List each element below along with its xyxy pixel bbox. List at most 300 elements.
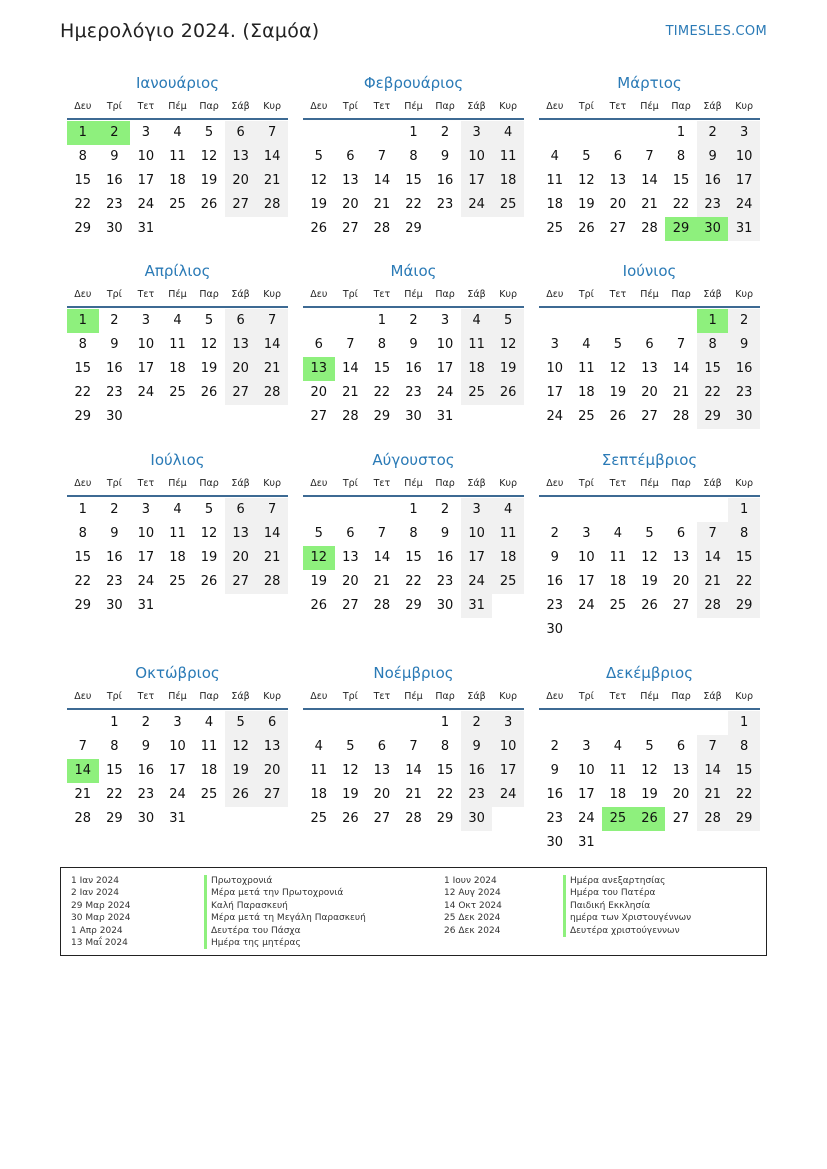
- holiday-date: 2 Ιαν 2024: [71, 888, 119, 899]
- day-cell: 22: [436, 787, 454, 802]
- day-cell: 9: [409, 337, 418, 352]
- day-cell: 27: [342, 598, 359, 613]
- day-cell: 8: [676, 149, 686, 164]
- month-name: Απρίλιος: [144, 262, 211, 280]
- day-cell: 18: [546, 197, 564, 212]
- day-cell: 26: [200, 574, 218, 589]
- month-block: [539, 70, 760, 241]
- empty-cell: [539, 498, 571, 522]
- day-cell: 6: [225, 309, 257, 333]
- day-cell: 2: [440, 502, 450, 517]
- day-cell: 2: [550, 739, 559, 754]
- day-cell: 15: [728, 759, 760, 783]
- day-cell: 1: [728, 498, 760, 522]
- day-cell: 19: [641, 787, 658, 802]
- empty-cell: [571, 498, 603, 522]
- month-name: Ιανουάριος: [135, 74, 219, 92]
- day-cell: 9: [550, 763, 559, 778]
- day-cell: 10: [728, 145, 760, 169]
- day-cell: 27: [225, 570, 257, 594]
- day-cell: 17: [578, 574, 595, 589]
- day-cell: 21: [74, 787, 92, 802]
- weekday-label: Πέμ: [640, 289, 659, 300]
- day-cell: 16: [137, 763, 155, 778]
- weekday-label: Σάβ: [467, 101, 486, 112]
- day-cell: 17: [169, 763, 186, 778]
- day-cell: 14: [697, 759, 729, 783]
- empty-cell: [634, 309, 666, 333]
- month-block: [303, 447, 524, 618]
- day-grid: [303, 498, 524, 618]
- day-cell: 2: [461, 711, 493, 735]
- day-cell: 1: [409, 125, 418, 140]
- day-cell: 20: [373, 787, 391, 802]
- day-cell: 9: [110, 526, 119, 541]
- day-cell: 17: [728, 169, 760, 193]
- day-cell: 22: [405, 197, 422, 212]
- day-cell: 12: [310, 173, 328, 188]
- weekday-label: Τρί: [106, 101, 122, 112]
- day-cell: 20: [672, 787, 690, 802]
- day-cell: 27: [256, 783, 288, 807]
- day-cell: 18: [169, 361, 186, 376]
- day-cell: 10: [137, 526, 155, 541]
- day-cell: 12: [578, 173, 595, 188]
- day-cell: 9: [440, 526, 450, 541]
- weekday-label: Κυρ: [499, 101, 518, 112]
- weekday-label: Τετ: [137, 101, 155, 112]
- day-grid: [67, 309, 288, 429]
- day-grid: [539, 309, 760, 429]
- day-cell: 25: [546, 221, 564, 236]
- weekday-label: Δευ: [310, 478, 328, 489]
- weekday-label: Δευ: [310, 289, 328, 300]
- day-cell: 4: [173, 125, 182, 140]
- weekday-label: Σάβ: [703, 691, 722, 702]
- holiday-day-cell: 26: [634, 807, 666, 831]
- day-cell: 5: [346, 739, 355, 754]
- holiday-name: Μέρα μετά τη Μεγάλη Παρασκευή: [204, 912, 366, 924]
- day-cell: 4: [314, 739, 323, 754]
- day-cell: 13: [672, 763, 690, 778]
- day-cell: 14: [373, 550, 391, 565]
- holiday-date: 1 Απρ 2024: [71, 925, 123, 936]
- day-cell: 2: [141, 715, 151, 730]
- day-cell: 6: [225, 121, 257, 145]
- day-cell: 15: [728, 546, 760, 570]
- weekday-label: Τετ: [137, 478, 155, 489]
- day-cell: 6: [676, 526, 686, 541]
- day-cell: 23: [436, 574, 454, 589]
- weekday-label: Δευ: [546, 101, 564, 112]
- day-cell: 23: [546, 811, 564, 826]
- day-cell: 15: [697, 357, 729, 381]
- month-name: Σεπτέμβριος: [601, 451, 698, 469]
- holiday-name: Μέρα μετά την Πρωτοχρονιά: [204, 887, 366, 899]
- day-cell: 27: [609, 221, 627, 236]
- day-cell: 16: [697, 169, 729, 193]
- weekday-label: Τετ: [609, 289, 627, 300]
- month-name: Δεκέμβριος: [605, 664, 693, 682]
- weekday-label: Δευ: [74, 478, 92, 489]
- weekday-header: [539, 473, 760, 497]
- day-cell: 29: [405, 221, 422, 236]
- day-cell: 28: [256, 570, 288, 594]
- day-cell: 16: [405, 361, 422, 376]
- day-cell: 6: [645, 337, 654, 352]
- day-cell: 30: [106, 409, 123, 424]
- empty-cell: [303, 121, 335, 145]
- day-cell: 3: [440, 313, 450, 328]
- weekday-label: Πέμ: [640, 101, 659, 112]
- day-cell: 9: [550, 550, 559, 565]
- holiday-name: Πρωτοχρονιά: [204, 875, 366, 887]
- weekday-label: Σάβ: [703, 289, 722, 300]
- weekday-label: Τετ: [137, 289, 155, 300]
- day-cell: 20: [609, 197, 627, 212]
- day-cell: 6: [346, 526, 355, 541]
- day-cell: 20: [342, 197, 359, 212]
- day-cell: 15: [106, 763, 123, 778]
- day-cell: 22: [672, 197, 690, 212]
- day-cell: 19: [200, 173, 218, 188]
- weekday-header: [303, 96, 524, 120]
- day-cell: 3: [582, 739, 591, 754]
- day-cell: 23: [106, 197, 123, 212]
- day-cell: 5: [314, 526, 323, 541]
- day-cell: 5: [645, 739, 654, 754]
- day-cell: 22: [74, 385, 92, 400]
- day-cell: 18: [609, 574, 627, 589]
- site-link[interactable]: TIMESLES.COM: [665, 24, 767, 39]
- day-cell: 1: [78, 502, 87, 517]
- day-cell: 18: [169, 550, 186, 565]
- weekday-label: Πέμ: [404, 289, 423, 300]
- weekday-header: [303, 686, 524, 710]
- weekday-label: Τρί: [578, 289, 594, 300]
- holiday-date: 14 Οκτ 2024: [444, 900, 502, 911]
- day-cell: 3: [141, 125, 151, 140]
- holiday-day-cell: 1: [67, 309, 99, 333]
- weekday-header: [539, 686, 760, 710]
- empty-cell: [634, 121, 666, 145]
- day-cell: 2: [409, 313, 418, 328]
- day-cell: 2: [440, 125, 450, 140]
- day-cell: 30: [106, 598, 123, 613]
- holiday-date: 13 Μαΐ 2024: [71, 937, 128, 948]
- day-cell: 26: [578, 221, 595, 236]
- day-cell: 14: [641, 173, 658, 188]
- weekday-label: Παρ: [671, 289, 691, 300]
- weekday-label: Παρ: [199, 691, 219, 702]
- day-cell: 18: [578, 385, 595, 400]
- holiday-date: 1 Ιουν 2024: [444, 876, 497, 886]
- day-cell: 16: [106, 361, 123, 376]
- day-cell: 11: [546, 173, 564, 188]
- day-cell: 27: [672, 598, 690, 613]
- day-cell: 17: [137, 550, 155, 565]
- day-cell: 10: [578, 550, 595, 565]
- day-cell: 13: [225, 333, 257, 357]
- day-cell: 7: [256, 498, 288, 522]
- weekday-label: Κυρ: [735, 289, 754, 300]
- day-cell: 2: [728, 309, 760, 333]
- day-cell: 18: [492, 546, 524, 570]
- day-cell: 8: [728, 735, 760, 759]
- legend-names-right: [563, 875, 691, 937]
- weekday-label: Παρ: [671, 478, 691, 489]
- day-cell: 28: [74, 811, 92, 826]
- day-cell: 29: [74, 598, 92, 613]
- day-grid: [303, 121, 524, 241]
- day-cell: 16: [436, 173, 454, 188]
- day-cell: 20: [310, 385, 328, 400]
- day-cell: 24: [728, 193, 760, 217]
- day-cell: 22: [106, 787, 123, 802]
- day-cell: 8: [440, 739, 450, 754]
- weekday-label: Κυρ: [263, 478, 282, 489]
- day-cell: 23: [461, 783, 493, 807]
- holiday-day-cell: 1: [67, 121, 99, 145]
- day-cell: 29: [697, 405, 729, 429]
- day-cell: 11: [492, 522, 524, 546]
- month-name: Μάρτιος: [617, 74, 682, 92]
- day-cell: 18: [461, 357, 493, 381]
- weekday-label: Πέμ: [404, 691, 423, 702]
- day-cell: 4: [613, 739, 623, 754]
- day-cell: 21: [256, 357, 288, 381]
- legend-dates-left: [71, 875, 131, 949]
- day-cell: 21: [373, 574, 391, 589]
- holiday-date: 25 Δεκ 2024: [444, 913, 501, 924]
- day-cell: 25: [461, 381, 493, 405]
- day-cell: 18: [169, 173, 186, 188]
- day-cell: 5: [492, 309, 524, 333]
- weekday-label: Τετ: [373, 478, 391, 489]
- day-cell: 15: [672, 173, 690, 188]
- weekday-label: Σάβ: [467, 478, 486, 489]
- day-cell: 5: [645, 526, 654, 541]
- empty-cell: [335, 498, 367, 522]
- day-cell: 22: [728, 570, 760, 594]
- day-cell: 28: [405, 811, 422, 826]
- day-cell: 28: [256, 193, 288, 217]
- weekday-label: Πέμ: [168, 478, 187, 489]
- month-block: [539, 660, 760, 855]
- holiday-name: Παιδική Εκκλησία: [563, 900, 691, 912]
- day-grid: [303, 309, 524, 429]
- day-cell: 15: [373, 361, 391, 376]
- day-cell: 26: [609, 409, 627, 424]
- holiday-name: Δευτέρα του Πάσχα: [204, 925, 366, 937]
- day-cell: 21: [373, 197, 391, 212]
- weekday-label: Τετ: [373, 101, 391, 112]
- month-block: [303, 70, 524, 241]
- day-cell: 31: [461, 594, 493, 618]
- weekday-label: Δευ: [74, 289, 92, 300]
- weekday-label: Κυρ: [263, 289, 282, 300]
- day-cell: 12: [342, 763, 359, 778]
- weekday-label: Σάβ: [231, 101, 250, 112]
- day-cell: 28: [256, 381, 288, 405]
- weekday-label: Κυρ: [499, 289, 518, 300]
- empty-cell: [539, 121, 571, 145]
- empty-cell: [697, 498, 729, 522]
- empty-cell: [602, 309, 634, 333]
- weekday-label: Παρ: [671, 101, 691, 112]
- day-cell: 19: [609, 385, 627, 400]
- empty-cell: [303, 711, 335, 735]
- day-cell: 30: [137, 811, 155, 826]
- day-cell: 17: [578, 787, 595, 802]
- holiday-name: Ημέρα της μητέρας: [204, 937, 366, 949]
- day-cell: 30: [546, 835, 564, 850]
- day-cell: 14: [672, 361, 690, 376]
- day-cell: 9: [110, 149, 119, 164]
- day-cell: 22: [74, 197, 92, 212]
- day-cell: 25: [609, 598, 627, 613]
- holiday-date: 30 Μαρ 2024: [71, 913, 131, 924]
- day-cell: 31: [137, 221, 155, 236]
- month-name: Ιούλιος: [150, 451, 205, 469]
- weekday-label: Τρί: [342, 478, 358, 489]
- day-cell: 14: [697, 546, 729, 570]
- day-cell: 7: [256, 121, 288, 145]
- day-cell: 14: [405, 763, 422, 778]
- day-cell: 3: [582, 526, 591, 541]
- weekday-label: Παρ: [435, 478, 455, 489]
- holiday-day-cell: 2: [99, 121, 131, 145]
- day-cell: 28: [697, 807, 729, 831]
- day-cell: 3: [173, 715, 182, 730]
- weekday-label: Δευ: [546, 478, 564, 489]
- day-cell: 12: [641, 550, 658, 565]
- weekday-label: Σάβ: [231, 478, 250, 489]
- weekday-label: Σάβ: [467, 691, 486, 702]
- legend-dates-right: [444, 875, 502, 937]
- weekday-label: Παρ: [199, 289, 219, 300]
- day-cell: 6: [314, 337, 323, 352]
- day-cell: 31: [137, 598, 155, 613]
- month-block: [67, 447, 288, 618]
- day-cell: 13: [342, 550, 359, 565]
- day-cell: 18: [609, 787, 627, 802]
- day-cell: 12: [609, 361, 627, 376]
- day-cell: 3: [461, 121, 493, 145]
- empty-cell: [335, 121, 367, 145]
- day-cell: 11: [578, 361, 595, 376]
- day-cell: 26: [310, 221, 328, 236]
- day-cell: 19: [342, 787, 359, 802]
- day-cell: 11: [609, 550, 627, 565]
- day-cell: 17: [461, 169, 493, 193]
- month-name: Μάιος: [390, 262, 437, 280]
- day-cell: 24: [461, 193, 493, 217]
- day-cell: 5: [204, 313, 214, 328]
- weekday-label: Τετ: [137, 691, 155, 702]
- day-cell: 22: [74, 574, 92, 589]
- day-cell: 25: [169, 574, 186, 589]
- day-cell: 4: [204, 715, 214, 730]
- weekday-header: [539, 96, 760, 120]
- weekday-label: Δευ: [546, 289, 564, 300]
- day-cell: 31: [728, 217, 760, 241]
- day-cell: 29: [106, 811, 123, 826]
- day-cell: 13: [225, 145, 257, 169]
- day-grid: [539, 121, 760, 241]
- day-cell: 11: [461, 333, 493, 357]
- day-cell: 26: [492, 381, 524, 405]
- day-cell: 18: [492, 169, 524, 193]
- day-cell: 28: [641, 221, 658, 236]
- day-cell: 17: [546, 385, 564, 400]
- empty-cell: [67, 711, 99, 735]
- day-cell: 21: [697, 783, 729, 807]
- day-cell: 17: [492, 759, 524, 783]
- day-cell: 25: [169, 385, 186, 400]
- holiday-name: Καλή Παρασκευή: [204, 900, 366, 912]
- day-cell: 11: [169, 337, 186, 352]
- day-cell: 11: [169, 149, 186, 164]
- day-cell: 26: [200, 385, 218, 400]
- empty-cell: [634, 498, 666, 522]
- day-cell: 24: [578, 811, 595, 826]
- day-cell: 8: [728, 522, 760, 546]
- empty-cell: [303, 498, 335, 522]
- day-cell: 27: [225, 381, 257, 405]
- day-grid: [67, 711, 288, 831]
- day-cell: 2: [110, 502, 119, 517]
- legend-names-left: [204, 875, 366, 949]
- day-cell: 16: [436, 550, 454, 565]
- day-cell: 5: [225, 711, 257, 735]
- day-cell: 20: [225, 546, 257, 570]
- day-cell: 6: [256, 711, 288, 735]
- weekday-label: Σάβ: [703, 478, 722, 489]
- empty-cell: [697, 711, 729, 735]
- day-cell: 5: [314, 149, 323, 164]
- day-cell: 11: [492, 145, 524, 169]
- weekday-header: [67, 96, 288, 120]
- weekday-label: Σάβ: [467, 289, 486, 300]
- day-cell: 30: [546, 622, 564, 637]
- holiday-day-cell: 12: [303, 546, 335, 570]
- day-cell: 30: [106, 221, 123, 236]
- empty-cell: [571, 121, 603, 145]
- day-cell: 5: [582, 149, 591, 164]
- day-cell: 15: [74, 550, 92, 565]
- day-cell: 23: [106, 574, 123, 589]
- day-cell: 25: [578, 409, 595, 424]
- empty-cell: [602, 121, 634, 145]
- weekday-header: [303, 473, 524, 497]
- day-cell: 12: [200, 526, 218, 541]
- day-cell: 17: [137, 361, 155, 376]
- empty-cell: [571, 309, 603, 333]
- empty-cell: [665, 309, 697, 333]
- day-cell: 9: [697, 145, 729, 169]
- weekday-label: Τρί: [106, 478, 122, 489]
- day-cell: 21: [405, 787, 422, 802]
- day-cell: 7: [377, 149, 387, 164]
- day-cell: 9: [461, 735, 493, 759]
- holiday-name: Δευτέρα χριστούγεννων: [563, 925, 691, 937]
- day-cell: 25: [169, 197, 186, 212]
- holiday-date: 1 Ιαν 2024: [71, 876, 119, 886]
- day-cell: 11: [310, 763, 328, 778]
- day-cell: 16: [546, 787, 564, 802]
- empty-cell: [602, 711, 634, 735]
